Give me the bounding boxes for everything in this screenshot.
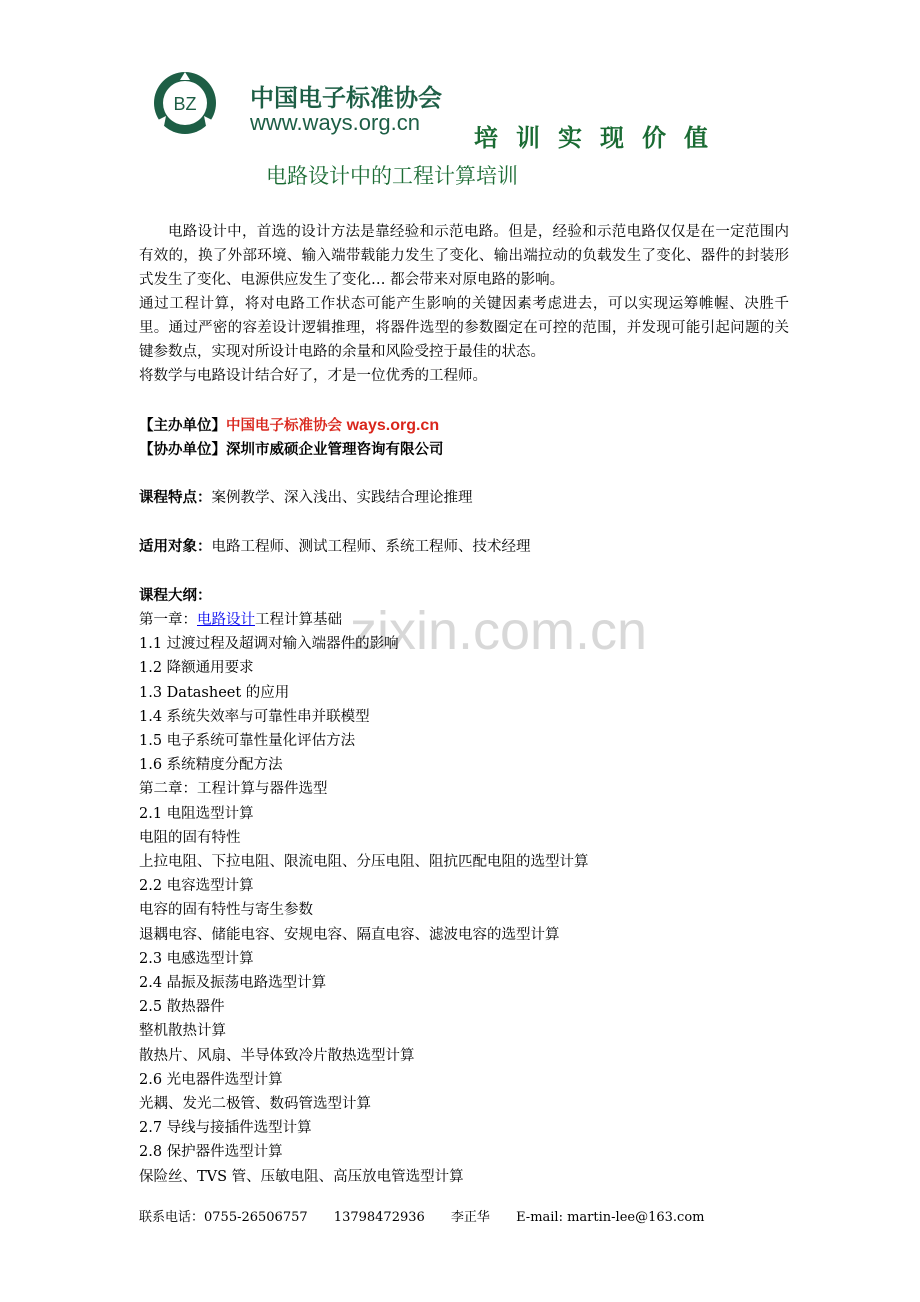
target-audience	[139, 535, 531, 559]
page-title: 电路设计中的工程计算培训	[266, 164, 518, 188]
organizer-block	[139, 414, 444, 462]
contact-person: 李正华	[450, 1210, 490, 1225]
course-features	[139, 486, 473, 510]
logo-name: 中国电子标准协会	[250, 84, 442, 112]
intro-paragraph: 电路设计中，首选的设计方法是靠经验和示范电路。但是，经验和示范电路仅仅是在一定范围内有效的，换了外部环境、输入端带载能力发生了变化、输出端拉动的负载发生了变化、器件的封装形式发生了变化、电源供应发生了变化… 都会带来对原电路的影响。	[139, 224, 789, 288]
outline-item: 2.8 保护器件选型计算	[139, 1144, 283, 1161]
host-line	[139, 414, 444, 438]
intro-paragraph: 通过工程计算，将对电路工作状态可能产生影响的关键因素考虑进去，可以实现运筹帷幄、决胜千里。通过严密的容差设计逻辑推理，将器件选型的参数圈定在可控的范围，并发现可能引起问题的关键参数点，实现对所设计电路的余量和风险受控于最佳的状态。	[139, 296, 789, 360]
contact-email: E-mail: martin-lee@163.com	[516, 1210, 705, 1225]
host-label: 【主办单位】	[139, 417, 226, 434]
audience-value: 电路工程师、测试工程师、系统工程师、技术经理	[211, 539, 531, 555]
intro-paragraph: 将数学与电路设计结合好了，才是一位优秀的工程师。	[139, 368, 487, 384]
chapter-1-prefix: 第一章：	[139, 612, 197, 628]
logo-url: www.ways.org.cn	[250, 110, 420, 135]
audience-label: 适用对象：	[139, 538, 212, 555]
outline-item: 2.2 电容选型计算	[139, 878, 254, 895]
outline-item: 上拉电阻、下拉电阻、限流电阻、分压电阻、阻抗匹配电阻的选型计算	[139, 854, 589, 871]
outline-item: 1.1 过渡过程及超调对输入端器件的影响	[139, 636, 399, 653]
watermark: zixin.com.cn	[350, 601, 648, 661]
logo-text: BZ	[173, 94, 197, 114]
chapter-1-heading	[139, 608, 589, 632]
outline-item: 2.4 晶振及振荡电路选型计算	[139, 975, 327, 992]
outline-item: 2.5 散热器件	[139, 999, 225, 1016]
outline-title: 课程大纲：	[139, 587, 212, 604]
outline-item: 1.5 电子系统可靠性量化评估方法	[139, 733, 356, 750]
outline-item: 散热片、风扇、半导体致冷片散热选型计算	[139, 1047, 415, 1064]
features-value: 案例教学、深入浅出、实践结合理论推理	[211, 490, 473, 506]
contact-mobile: 13798472936	[333, 1210, 425, 1225]
outline-item: 1.6 系统精度分配方法	[139, 757, 283, 774]
outline-item: 1.4 系统失效率与可靠性串并联模型	[139, 708, 370, 725]
outline-item: 2.1 电阻选型计算	[139, 805, 254, 822]
intro-text	[139, 220, 789, 388]
outline-item: 保险丝、TVS 管、压敏电阻、高压放电管选型计算	[139, 1168, 464, 1185]
outline-item: 第二章：工程计算与器件选型	[139, 781, 328, 798]
outline-item: 光耦、发光二极管、数码管选型计算	[139, 1096, 371, 1113]
outline-item: 2.3 电感选型计算	[139, 950, 254, 967]
outline-item: 电容的固有特性与寄生参数	[139, 902, 313, 919]
circuit-design-link[interactable]: 电路设计	[197, 612, 255, 628]
outline-item: 2.6 光电器件选型计算	[139, 1071, 283, 1088]
contact-phone: 联系电话：0755-26506757	[139, 1210, 308, 1225]
logo-icon	[152, 70, 218, 136]
outline-item: 整机散热计算	[139, 1023, 226, 1040]
outline-item: 电阻的固有特性	[139, 829, 241, 846]
chapter-1-suffix: 工程计算基础	[255, 612, 342, 628]
host-name: 中国电子标准协会	[226, 417, 342, 434]
outline-item: 退耦电容、储能电容、安规电容、隔直电容、滤波电容的选型计算	[139, 926, 560, 943]
slogan: 培训实现价值	[474, 124, 726, 152]
outline-item: 2.7 导线与接插件选型计算	[139, 1120, 312, 1137]
outline-list	[139, 608, 589, 1189]
co-label: 【协办单位】	[139, 441, 226, 458]
co-name: 深圳市威硕企业管理咨询有限公司	[226, 441, 444, 458]
contact-footer	[139, 1206, 726, 1225]
outline-item: 1.3 Datasheet 的应用	[139, 684, 290, 701]
co-line	[139, 438, 444, 462]
features-label: 课程特点：	[139, 489, 212, 506]
host-url: ways.org.cn	[346, 417, 440, 434]
outline-item: 1.2 降额通用要求	[139, 660, 254, 677]
